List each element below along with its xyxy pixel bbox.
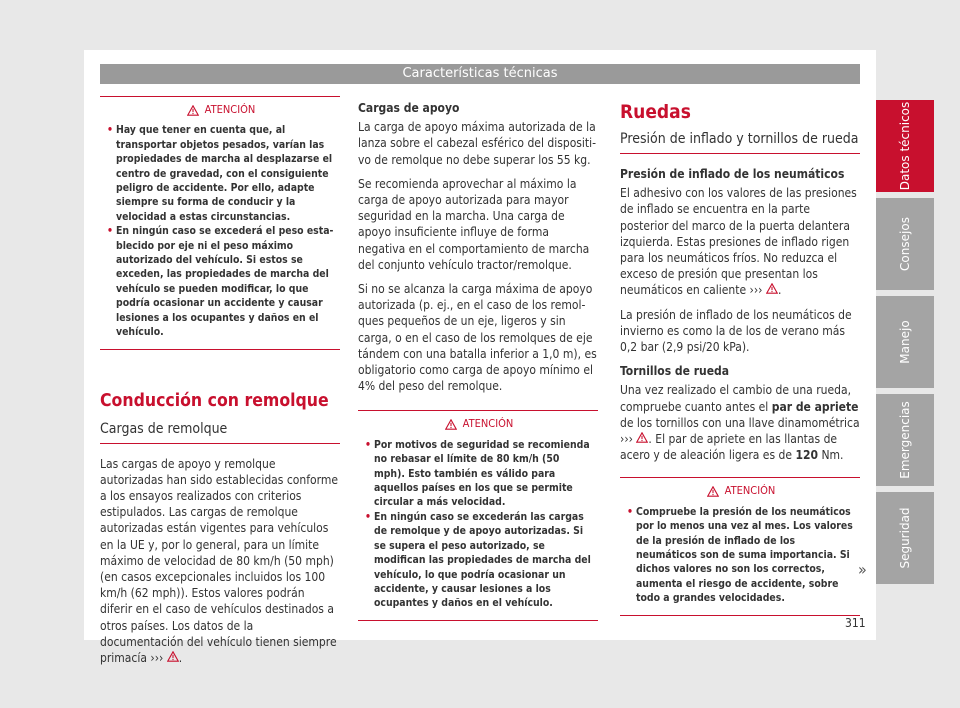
- warning-triangle-icon: [445, 419, 457, 430]
- paragraph: La carga de apoyo máxima autorizada de la lanza sobre el cabezal esférico del dispositivo de remolque no debe superar los 55 kg.: [358, 120, 597, 167]
- warning-item: • Hay que tener en cuenta que, al transportar objetos pesados, varían las propiedades de marcha al desplazarse el centro de gravedad, con el consiguiente peligro de accidente. Por ello, adapte siempre su forma de conducir y la velocidad a estas circunstancias.: [108, 123, 334, 224]
- warning-item: • Por motivos de seguridad se recomienda no rebasar el límite de 80 km/h (50 mph). Esto también es válido para aquellos países en los que se permite circular a más velocidad.: [366, 438, 592, 510]
- paragraph: El adhesivo con los valores de las presiones de inflado se encuentra en la parte posterior del marco de la puerta delantera izquierda. Estas presiones de inflado rigen para los neumáticos fríos. No reduzca el exceso de presión que presentan los neumáticos en caliente ›››: [620, 186, 857, 298]
- tab-manejo[interactable]: Manejo: [876, 296, 934, 388]
- warning-box: [100, 96, 340, 350]
- tab-datos-tecnicos[interactable]: Datos técnicos: [876, 100, 934, 192]
- continue-mark: »: [858, 560, 867, 579]
- section-title: Ruedas: [620, 101, 691, 123]
- paragraph: La presión de inflado de los neumáticos de invierno es como la de los de verano más 0,2 bar (2,9 psi/20 kPa).: [620, 307, 852, 355]
- warning-item: • Compruebe la presión de los neumáticos por lo menos una vez al mes. Los valores de la presión de inflado de los neumáticos son de suma importancia. Si dichos valores no son los correctos, aumenta el riesgo de accidente, sobre todo a grandes velocidades.: [628, 505, 854, 606]
- body-text: Las cargas de apoyo y remolque autorizadas han sido establecidas conforme a los ensayos realizados con criterios estipulados. Las cargas de remolque autorizadas están vigentes para vehículos en la UE y, por lo general, para un límite máximo de velocidad de 80 km/h (50 mph) (en casos excepcionales incluidos los 100 km/h (62 mph)). Estos valores podrán diferir en el caso de vehículos destinados a otros países. Los datos de la documentación del vehículo tienen siempre primacía ›››: [100, 456, 339, 665]
- subsection-title: Cargas de remolque: [100, 420, 340, 444]
- warning-triangle-icon[interactable]: [636, 432, 648, 443]
- tab-emergencias[interactable]: Emergencias: [876, 394, 934, 486]
- column-1: ATENCIÓN • Hay que tener en cuenta que, al transportar objetos pesados, varían las propiedades de marcha al desplazarse el centro de gravedad, con el consiguiente peligro de accidente. Por ello, adapte siempre su forma de conducir y la velocidad a estas circunstancias. • En ningún caso se excederá el peso establecido por eje ni el peso máximo autorizado del vehículo. Si estos se exceden, las propiedades de marcha del vehículo se pueden modificar, lo que podría ocasionar un accidente y causar lesiones a los ocupantes y daños en el vehículo. Conducción con remolque Cargas de remolque Las cargas de apoyo y remolque autorizadas han sido establecidas conforme a los ensayos realizados con criterios estipulados. Las cargas de remolque autorizadas están vigentes para vehículos en la UE y, por lo general, para un límite máximo de velocidad de 80 km/h (50 mph) (en casos excepcionales incluidos los 100 km/h (62 mph)). Estos valores podrán diferir en el caso de vehículos destinados a otros países. Los datos de la documentación del vehículo tienen siempre primacía ››› .: [100, 96, 340, 666]
- paragraph: Si no se alcanza la carga máxima de apoyo autorizada (p. ej., en el caso de los remolques pequeños de un eje, ligeros y sin carga, o en el caso de los remolques de eje tándem con una batalla inferior a 1,0 m), es obligatorio como carga de apoyo mínimo el 4% del peso del remolque.: [358, 282, 597, 394]
- warning-triangle-icon: [707, 486, 719, 497]
- warning-triangle-icon: [187, 105, 199, 116]
- warning-header: ATENCIÓN: [108, 103, 334, 117]
- warning-triangle-icon[interactable]: [167, 651, 179, 662]
- column-2: [358, 100, 598, 621]
- section-title: Conducción con remolque: [100, 390, 329, 411]
- heading: Cargas de apoyo: [358, 101, 460, 115]
- page-header: Características técnicas: [100, 64, 860, 84]
- torque-term: par de apriete: [771, 399, 859, 414]
- column-3: Ruedas Presión de inflado y tornillos de rueda Presión de inflado de los neumáticos El adhesivo con los valores de las presiones de inflado se encuentra en la parte posterior del marco de la puerta delantera izquierda. Estas presiones de inflado rigen para los neumáticos fríos. No reduzca el exceso de presión que presentan los neumáticos en caliente ››› . La presión de inflado de los neumáticos de invierno es como la de los de verano más 0,2 bar (2,9 psi/20 kPa). Tornillos de rueda Una vez realizado el cambio de una rueda, compruebe cuanto antes el par de apriete de los tornillos con una llave dinamométrica ››› . El par de apriete en las llantas de acero y de aleación ligera es de 120 Nm. ATENCIÓN • Compruebe la presión de los neumáticos por lo menos una vez al mes. Los valores de la presión de inflado de los neumáticos son de suma importancia. Si dichos valores no son los correctos, aumenta el riesgo de accidente, sobre todo a grandes velocidades.: [620, 100, 860, 616]
- warning-box: [620, 477, 860, 615]
- paragraph: Se recomienda aprovechar al máximo la carga de apoyo autorizada para mayor seguridad en la marcha. Una carga de apoyo insuficiente influye de forma negativa en el comportamiento de marcha del conjunto vehículo tractor/remolque.: [358, 176, 590, 272]
- subsection-title: Presión de inflado y tornillos de rueda: [620, 130, 860, 154]
- heading: Presión de inflado de los neumáticos: [620, 167, 845, 181]
- page-number: 311: [845, 616, 866, 630]
- tab-consejos[interactable]: Consejos: [876, 198, 934, 290]
- heading: Tornillos de rueda: [620, 364, 730, 379]
- warning-triangle-icon[interactable]: [766, 283, 778, 294]
- warning-item: • En ningún caso se excederá el peso establecido por eje ni el peso máximo autorizado del vehículo. Si estos se exceden, las propiedades de marcha del vehículo se pueden modificar, lo que podría ocasionar un accidente y causar lesiones a los ocupantes y daños en el vehículo.: [108, 224, 334, 339]
- warning-header: ATENCIÓN: [628, 484, 854, 498]
- tab-seguridad[interactable]: Seguridad: [876, 492, 934, 584]
- warning-header: ATENCIÓN: [366, 417, 592, 431]
- warning-item: • En ningún caso se excederán las cargas de remolque y de apoyo autorizadas. Si se supera el peso autorizado, se modifican las propiedades de marcha del vehículo, lo que podría ocasionar un accidente, y causar lesiones a los ocupantes y daños en el vehículo.: [366, 510, 592, 611]
- warning-box: [358, 410, 598, 620]
